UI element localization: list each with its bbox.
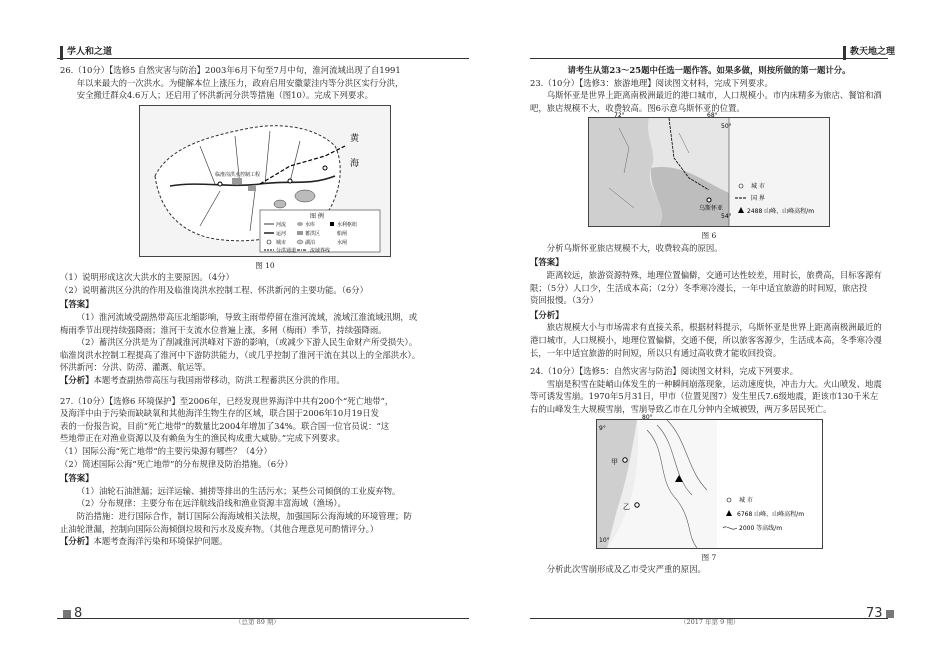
q24-line4: 右的山峰发生大规模雪崩，雪崩导致乙市在几分钟内全城被毁，两万多居民死亡。 xyxy=(530,404,832,414)
fig10-sea-label-2: 海 xyxy=(350,158,360,169)
left-top-rule xyxy=(57,58,469,59)
fig6-legend-peak: 2488 山峰、山峰高程/m xyxy=(747,208,815,216)
fig6-lon-72: 72° xyxy=(614,112,625,120)
q27-sub1: （1）国际公海“死亡地带”的主要污染源有哪些？（4分） xyxy=(60,446,272,456)
fig6-lat-50: 50° xyxy=(721,123,732,131)
fig7-city-jia: 甲 xyxy=(610,457,618,466)
legend-diversion: 分洪通道 xyxy=(276,247,297,254)
left-column xyxy=(60,64,470,548)
q23-line2: 乌斯怀亚是世界上距离南极洲最近的港口城市，人口规模小。市内床精多为旅店、餐馆和酒 xyxy=(546,90,882,101)
legend-lake: 湖泊 xyxy=(305,239,316,246)
q23-analysis-2: 港口城市，人口规模小，地理位置偏僻，交通不便，所以旅客客源少，生活成本高，冬季寒冷漫 xyxy=(530,334,882,345)
figure-7-caption: 图 7 xyxy=(701,552,717,562)
q27-sub2: （2）简述国际公海“死亡地带”的分布规律及防治措施。（6分） xyxy=(60,458,293,469)
q23-answer-1: 距离较远，旅游资源特殊，地理位置偏僻，交通可达性较差，用时长，旅费高，目标客源有 xyxy=(546,269,882,280)
figure-6-caption: 图 6 xyxy=(701,231,717,241)
q27-head: 27.（10分）【选修6 环境保护】至2006年，已经发现世界海洋中共有200个“死亡地带”， xyxy=(60,395,394,406)
fig7-city-yi: 乙 xyxy=(622,502,630,511)
q23-question: 分析乌斯怀亚旅店规模不大，收费较高的原因。 xyxy=(546,242,723,253)
legend-lock: 船闸 xyxy=(337,230,348,237)
q27-line3: 表的一份报告说，目前“死亡地带”的数量比2004年增加了34%。联合国一位官员说：“这 xyxy=(60,420,390,431)
fig7-legend-contour: 2000 等高线/m xyxy=(738,524,782,532)
q26-line2: 年以来最大的一次洪水。为健解本位上涨压力，政府启用安徽蒙洼内等分洪区实行分洪， xyxy=(76,77,404,88)
fig6-legend-border: 国 界 xyxy=(751,195,765,203)
fig6-lon-68: 68° xyxy=(707,112,718,120)
q27-analysis-label: 【分析】 xyxy=(60,536,94,547)
left-header-tab: 学人和之道 xyxy=(60,46,116,60)
right-page-number-text: 73 xyxy=(866,606,883,621)
legend-canal: 运河 xyxy=(276,230,287,237)
q27-answer-2: （2）分布规律：主要分布在远洋航线沿线和渔业资源丰富海域（渔场）。 xyxy=(76,498,346,509)
figure-6-map xyxy=(588,112,830,227)
q26-head: 26.（10分）【选修5 自然灾害与防治】2003年6月下旬至7月中旬，淮河流域出现了自1991 xyxy=(60,65,401,75)
q23-analysis-3: 长，一年中适宜旅游的时间短，所以只有通过高收费才能收回投资。 xyxy=(530,347,782,358)
legend-river: 河流 xyxy=(276,221,287,228)
fig7-lat-10: 10° xyxy=(598,536,610,544)
page-marker-left xyxy=(63,610,71,618)
q23-head: 23.（10分）【选修3：旅游地理】阅读图文材料，完成下列要求。 xyxy=(530,77,773,88)
q27-answer-3b: 止油轮泄漏，控制向国际公海倾倒垃圾和污水及废弃物。（其他合理意见可酌情评分。） xyxy=(60,523,379,534)
page-marker-right xyxy=(886,610,894,618)
fig6-legend-city: 城 市 xyxy=(751,183,765,191)
fig6-city-label: 乌斯怀亚 xyxy=(699,205,724,213)
q27-answer-label: 【答案】 xyxy=(60,473,94,484)
left-page-number xyxy=(60,604,82,624)
left-page-number-text: 8 xyxy=(74,606,83,621)
q26-answer-2c: 怀洪新河：分洪、防涝、灌溉、航运等。 xyxy=(60,362,211,373)
q27-line2: 及海洋中由于污染而缺缺氧和其他海洋生物生存的区域，联合国于2006年10月19日发 xyxy=(60,408,379,419)
q26-answer-1b: 梅雨季节出现持续强降雨；淮河干支流水位普遍上涨，多闸（梅雨）季节，持续强降雨。 xyxy=(60,324,387,335)
left-footer: （总第 89 期） xyxy=(235,618,280,626)
q26-line3: 安全搬迁群众4.6万人；还启用了怀洪新河分洪等措施（图10）。完成下列要求。 xyxy=(76,90,373,101)
right-page-number xyxy=(866,604,897,624)
right-footer: （2017 年第 9 期） xyxy=(680,618,740,626)
q27-answer-3: 防治措施：进行国际合作，制订国际公海海域相关法规，加强国际公海海域的环境管理；防 xyxy=(76,511,412,522)
right-top-rule xyxy=(530,58,888,59)
q24-head: 24.（10分）【选修5：自然灾害与防治】阅读图文材料，完成下列要求。 xyxy=(530,366,798,377)
q23-analysis-label: 【分析】 xyxy=(530,309,564,320)
fig7-lat-9: 9° xyxy=(598,424,606,432)
q26-answer-2: （2）蓄洪区分洪是为了削减淮河洪峰对下游的影响，（或减少下游人民生命财产所受损失）。 xyxy=(76,337,418,348)
q26-sub2: （2）说明蓄洪区分洪的作用及临淮岗洪水控制工程、怀洪新河的主要功能。（6分） xyxy=(60,284,368,295)
q27-line4: 些地带正在对渔业资源以及有赖鱼为生的渔民构成重大威胁。”完成下列要求。 xyxy=(60,433,345,444)
fig7-legend-city: 城 市 xyxy=(738,496,753,504)
q23-analysis-1: 旅店规模大小与市场需求有直接关系，根据材料提示，乌斯怀亚是世界上距离南极洲最近的 xyxy=(546,322,882,333)
q26-answer-1: （1）淮河流域受副热带高压北缩影响，导致主雨带停留在淮河流域，流域江淮流域汛期，或 xyxy=(76,311,418,322)
q23-answer-1c: 资回报慢。（3分） xyxy=(530,295,599,306)
q23-answer-1b: 限；（5分）人口少，生活成本高；（2分）冬季寒冷漫长，一年中适宜旅游的时间短，旅店投 xyxy=(530,282,868,293)
fig6-lat-54: 54° xyxy=(721,213,732,221)
q23-answer-label: 【答案】 xyxy=(530,257,564,268)
fig10-project-label: 临淮岗洪水控制工程 xyxy=(215,171,261,178)
fig7-lon: 80° xyxy=(641,413,653,421)
figure-10-map xyxy=(139,105,391,257)
q24-line3: 等可诱发雪崩。1970年5月31日，甲市（位置见图7）发生里氏7.6级地震，距该市130千米左 xyxy=(530,391,879,402)
q27-answer-1: （1）油轮石油泄漏；远洋运输、捕捞等排出的生活污水；某些公司倾倒的工业废弃物。 xyxy=(76,485,401,496)
q27-analysis: 本题考查海洋污染和环境保护问题。 xyxy=(93,536,228,547)
q26-sub1: （1）说明形成这次大洪水的主要原因。（4分） xyxy=(60,272,234,283)
q26-answer-label: 【答案】 xyxy=(60,299,94,310)
right-header-tab: 教天地之理 xyxy=(843,46,899,60)
legend-reservoir: 水库 xyxy=(305,221,316,228)
q23-line3: 吧，旅店规模不大，收费较高。图6示意乌斯怀亚的位置。 xyxy=(530,102,745,113)
elective-intro: 请考生从第23～25题中任选一题作答。如果多做，则按所做的第一题计分。 xyxy=(567,65,851,75)
q26-answer-2b: 临淮岗洪水控制工程提高了淮河中下游防洪能力，（或几乎控制了淮河干流在其以上的全部洪水）。 xyxy=(60,349,421,360)
legend-flood-area: 蓄洪区 xyxy=(305,230,321,237)
fig10-sea-label-1: 黄 xyxy=(350,133,360,144)
q26-analysis: 本题考查副热带高压与我国雨带移动，防洪工程蓄洪区分洪的作用。 xyxy=(93,374,345,385)
legend-basin-boundary: 流域界线 xyxy=(310,247,331,254)
q24-line2: 雪崩是积雪在陡峭山体发生的一种瞬间崩落现象，运动速度快，冲击力大。火山喷发、地震 xyxy=(546,378,882,389)
figure-10-caption: 图 10 xyxy=(255,260,275,270)
legend-city: 城市 xyxy=(276,239,287,246)
q24-question: 分析此次雪崩形成及乙市受灾严重的原因。 xyxy=(546,563,706,574)
figure-7-map xyxy=(596,413,823,549)
fig7-legend-peak: 6768 山峰、山峰高程/m xyxy=(736,510,804,518)
legend-sluice: 水闸 xyxy=(337,239,348,246)
q26-analysis-label: 【分析】 xyxy=(60,374,94,385)
right-column xyxy=(530,64,888,575)
fig10-legend-title: 图 例 xyxy=(310,212,324,220)
legend-hub: 水利枢纽 xyxy=(337,221,358,228)
